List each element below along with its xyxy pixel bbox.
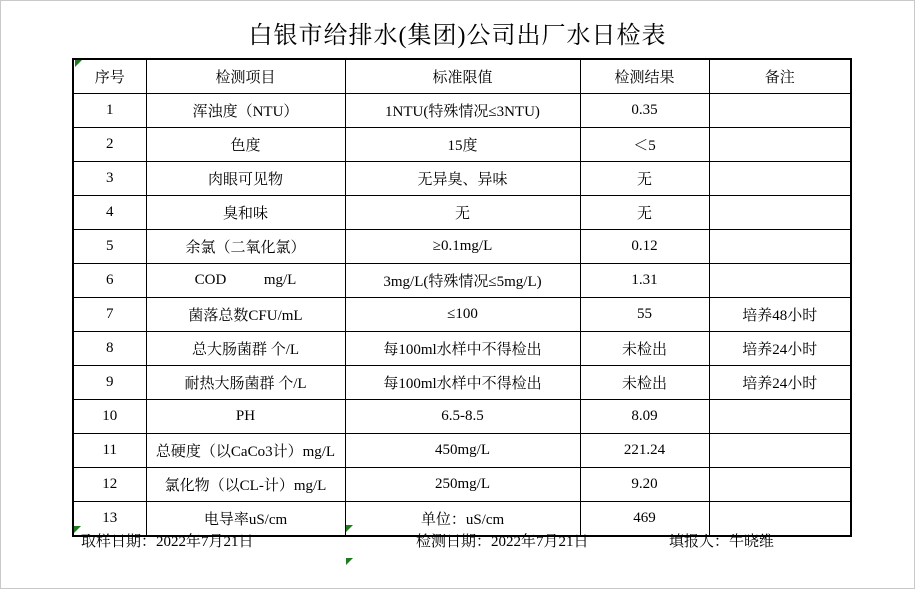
header-limit: 标准限值 — [345, 59, 580, 94]
cell-result: ＜5 — [580, 128, 709, 162]
reporter-label: 填报人：牛晓维 — [669, 534, 775, 550]
table-body — [73, 94, 851, 537]
cell-seq: 4 — [73, 196, 146, 230]
cell-item: 余氯（二氧化氯） — [146, 230, 345, 264]
cell-seq: 13 — [73, 502, 146, 537]
cell-limit: 1NTU(特殊情况≤3NTU) — [345, 94, 580, 128]
cell-item: 臭和味 — [146, 196, 345, 230]
cell-result: 0.35 — [580, 94, 709, 128]
header-seq: 序号 — [73, 59, 146, 94]
cell-limit: 6.5-8.5 — [345, 400, 580, 434]
cell-seq: 2 — [73, 128, 146, 162]
cell-limit: 450mg/L — [345, 434, 580, 468]
cell-seq: 10 — [73, 400, 146, 434]
cell-limit: 每100ml水样中不得检出 — [345, 366, 580, 400]
cell-result: 8.09 — [580, 400, 709, 434]
cell-remark — [709, 264, 851, 298]
table-row — [73, 128, 851, 162]
cell-result: 55 — [580, 298, 709, 332]
header-remark: 备注 — [709, 59, 851, 94]
table-row — [73, 230, 851, 264]
cell-result: 1.31 — [580, 264, 709, 298]
cell-error-indicator-icon — [75, 60, 82, 67]
cell-result: 9.20 — [580, 468, 709, 502]
page-title: 白银市给排水(集团)公司出厂水日检表 — [248, 23, 667, 49]
cell-result: 无 — [580, 196, 709, 230]
cell-item: COD mg/L — [146, 264, 345, 298]
table-row — [73, 298, 851, 332]
table-header-row — [73, 59, 851, 94]
cell-seq: 3 — [73, 162, 146, 196]
cell-item: 色度 — [146, 128, 345, 162]
cell-error-indicator-icon — [346, 558, 353, 565]
cell-limit: 每100ml水样中不得检出 — [345, 332, 580, 366]
table-row — [73, 468, 851, 502]
cell-result: 未检出 — [580, 366, 709, 400]
cell-limit: 无 — [345, 196, 580, 230]
cell-remark — [709, 400, 851, 434]
cell-seq: 12 — [73, 468, 146, 502]
cell-remark — [709, 128, 851, 162]
cell-limit: 无异臭、异味 — [345, 162, 580, 196]
cell-remark — [709, 434, 851, 468]
cell-item: 耐热大肠菌群 个/L — [146, 366, 345, 400]
table-row — [73, 400, 851, 434]
cell-seq: 6 — [73, 264, 146, 298]
cell-limit: 3mg/L(特殊情况≤5mg/L) — [345, 264, 580, 298]
cell-remark — [709, 162, 851, 196]
cell-limit: ≤100 — [345, 298, 580, 332]
cell-remark: 培养24小时 — [709, 332, 851, 366]
cell-result: 无 — [580, 162, 709, 196]
cell-limit: 15度 — [345, 128, 580, 162]
cell-limit: 单位：uS/cm — [345, 502, 580, 537]
table-row — [73, 94, 851, 128]
cell-result: 0.12 — [580, 230, 709, 264]
cell-item: PH — [146, 400, 345, 434]
cell-remark — [709, 196, 851, 230]
cell-seq: 1 — [73, 94, 146, 128]
cell-item: 电导率uS/cm — [146, 502, 345, 537]
cell-result: 469 — [580, 502, 709, 537]
cell-remark — [709, 94, 851, 128]
cell-remark — [709, 468, 851, 502]
table-row — [73, 162, 851, 196]
cell-item: 浑浊度（NTU） — [146, 94, 345, 128]
cell-remark: 培养24小时 — [709, 366, 851, 400]
cell-item: 肉眼可见物 — [146, 162, 345, 196]
cell-error-indicator-icon — [74, 526, 81, 533]
cell-seq: 11 — [73, 434, 146, 468]
table-row — [73, 434, 851, 468]
table-row — [73, 264, 851, 298]
cell-seq: 9 — [73, 366, 146, 400]
sampling-date-label: 取样日期：2022年7月21日 — [81, 534, 254, 550]
cell-item: 氯化物（以CL-计）mg/L — [146, 468, 345, 502]
cell-item: 总大肠菌群 个/L — [146, 332, 345, 366]
cell-seq: 8 — [73, 332, 146, 366]
cell-item: 总硬度（以CaCo3计）mg/L — [146, 434, 345, 468]
cell-limit: ≥0.1mg/L — [345, 230, 580, 264]
cell-limit: 250mg/L — [345, 468, 580, 502]
table-row — [73, 366, 851, 400]
header-item: 检测项目 — [146, 59, 345, 94]
cell-result: 未检出 — [580, 332, 709, 366]
cell-result: 221.24 — [580, 434, 709, 468]
cell-item: 菌落总数CFU/mL — [146, 298, 345, 332]
cell-remark — [709, 230, 851, 264]
cell-error-indicator-icon — [346, 525, 353, 532]
inspection-table — [72, 58, 852, 537]
test-date-label: 检测日期：2022年7月21日 — [416, 534, 589, 550]
header-result: 检测结果 — [580, 59, 709, 94]
table-row — [73, 332, 851, 366]
cell-seq: 5 — [73, 230, 146, 264]
cell-remark: 培养48小时 — [709, 298, 851, 332]
table-row — [73, 196, 851, 230]
cell-seq: 7 — [73, 298, 146, 332]
